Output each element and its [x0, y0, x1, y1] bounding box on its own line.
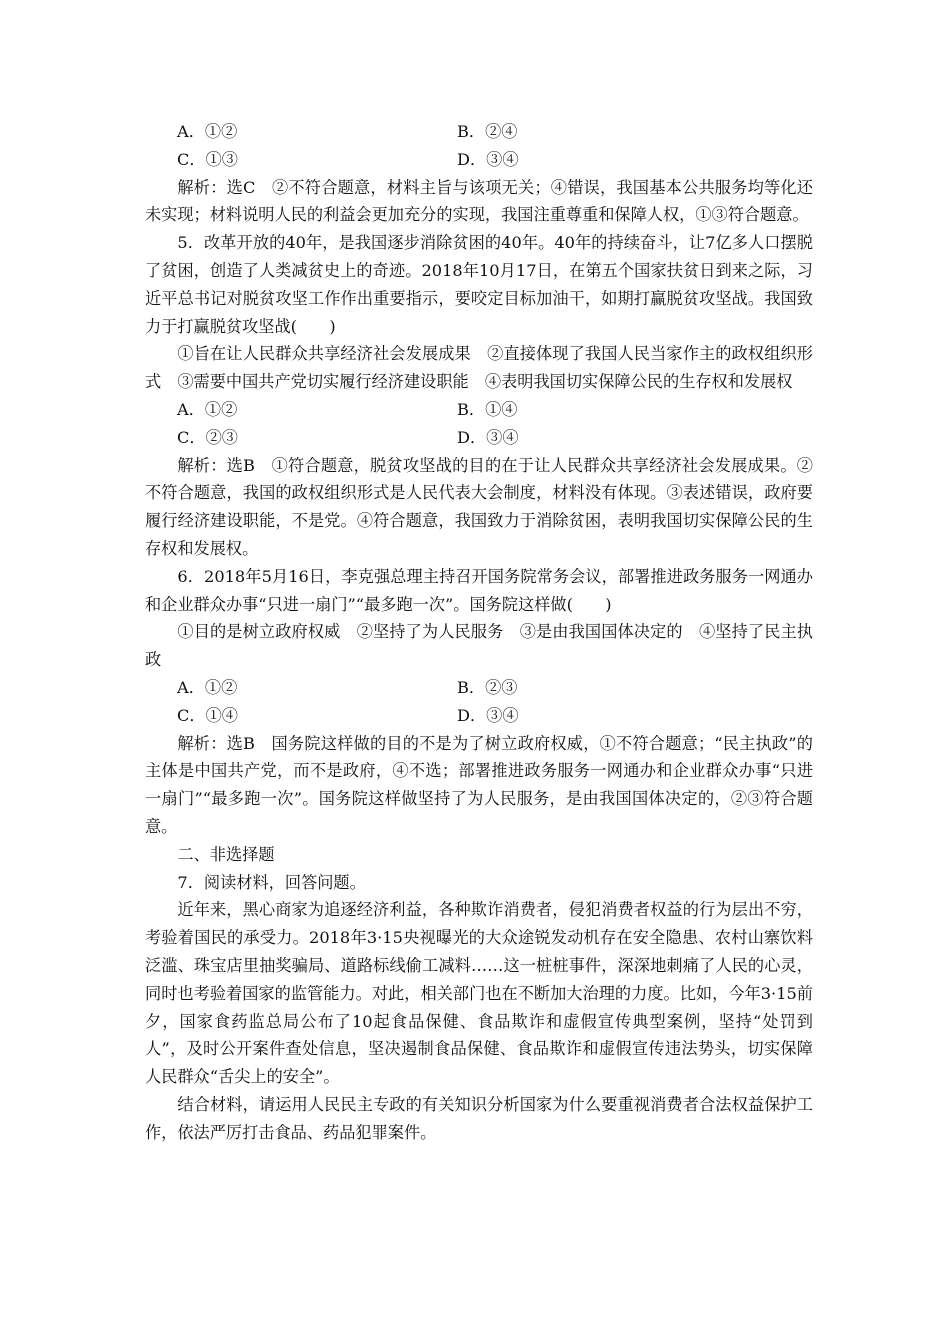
q5-options-row1	[145, 396, 813, 424]
q6-options-row1	[145, 674, 813, 702]
q6-option-d: D．③④	[457, 705, 519, 725]
q4-options-row1	[145, 118, 813, 146]
q4-options-row2	[145, 146, 813, 174]
q6-option-b: B．②③	[457, 677, 518, 697]
document-page	[145, 118, 813, 1146]
q5-options-row2	[145, 424, 813, 452]
q5-analysis: 解析：选B ①符合题意，脱贫攻坚战的目的在于让人民群众共享经济社会发展成果。②不符合题意，我国的政权组织形式是人民代表大会制度，材料没有体现。③表述错误，政府要履行经济建设职能，不是党。④符合题意，我国致力于消除贫困，表明我国切实保障公民的生存权和发展权。	[145, 455, 813, 558]
section-title: 二、非选择题	[177, 844, 275, 864]
q4-analysis: 解析：选C ②不符合题意，材料主旨与该项无关；④错误，我国基本公共服务均等化还未实现；材料说明人民的利益会更加充分的实现，我国注重尊重和保障人权，①③符合题意。	[145, 177, 813, 225]
q5-option-b: B．①④	[457, 399, 518, 419]
q5-option-a: A．①②	[177, 399, 238, 419]
q7-question: 结合材料，请运用人民民主专政的有关知识分析国家为什么要重视消费者合法权益保护工作，依法严厉打击食品、药品犯罪案件。	[145, 1094, 813, 1142]
q7-stem: 7．阅读材料，回答问题。	[177, 872, 366, 892]
q5-items: ①旨在让人民群众共享经济社会发展成果 ②直接体现了我国人民当家作主的政权组织形式 ③需要中国共产党切实履行经济建设职能 ④表明我国切实保障公民的生存权和发展权	[145, 344, 813, 392]
q6-stem: 6．2018年5月16日，李克强总理主持召开国务院常务会议，部署推进政务服务一网通办和企业群众办事“只进一扇门”“最多跑一次”。国务院这样做( )	[145, 566, 813, 614]
q6-analysis: 解析：选B 国务院这样做的目的不是为了树立政府权威，①不符合题意；“民主执政”的主体是中国共产党，而不是政府，④不选；部署推进政务服务一网通办和企业群众办事“只进一扇门”“最多跑一次”。国务院这样做坚持了为人民服务，是由我国国体决定的，②③符合题意。	[145, 733, 813, 836]
q6-option-c: C．①④	[177, 705, 238, 725]
q4-option-a: A．①②	[177, 122, 238, 141]
q4-option-d: D．③④	[457, 149, 519, 169]
q6-option-a: A．①②	[177, 677, 238, 697]
q6-items: ①目的是树立政府权威 ②坚持了为人民服务 ③是由我国国体决定的 ④坚持了民主执政	[145, 622, 813, 670]
q7-material: 近年来，黑心商家为追逐经济利益，各种欺诈消费者，侵犯消费者权益的行为层出不穷，考验着国民的承受力。2018年3·15央视曝光的大众途锐发动机存在安全隐患、农村山寨饮料泛滥、珠宝店里抽奖骗局、道路标线偷工减料……这一桩桩事件，深深地刺痛了人民的心灵，同时也考验着国家的监管能力。对此，相关部门也在不断加大治理的力度。比如，今年3·15前夕，国家食药监总局公布了10起食品保健、食品欺诈和虚假宣传典型案例，坚持“处罚到人”，及时公开案件查处信息，坚决遏制食品保健、食品欺诈和虚假宣传违法势头，切实保障人民群众“舌尖上的安全”。	[145, 900, 813, 1087]
q5-option-d: D．③④	[457, 427, 519, 447]
q6-options-row2	[145, 702, 813, 730]
q4-option-b: B．②④	[457, 122, 518, 141]
q5-option-c: C．②③	[177, 427, 238, 447]
q4-option-c: C．①③	[177, 149, 238, 169]
q5-stem: 5．改革开放的40年，是我国逐步消除贫困的40年。40年的持续奋斗，让7亿多人口摆脱了贫困，创造了人类减贫史上的奇迹。2018年10月17日，在第五个国家扶贫日到来之际，习近平总书记对脱贫攻坚工作作出重要指示，要咬定目标加油干，如期打赢脱贫攻坚战。我国致力于打赢脱贫攻坚战( )	[145, 233, 813, 336]
